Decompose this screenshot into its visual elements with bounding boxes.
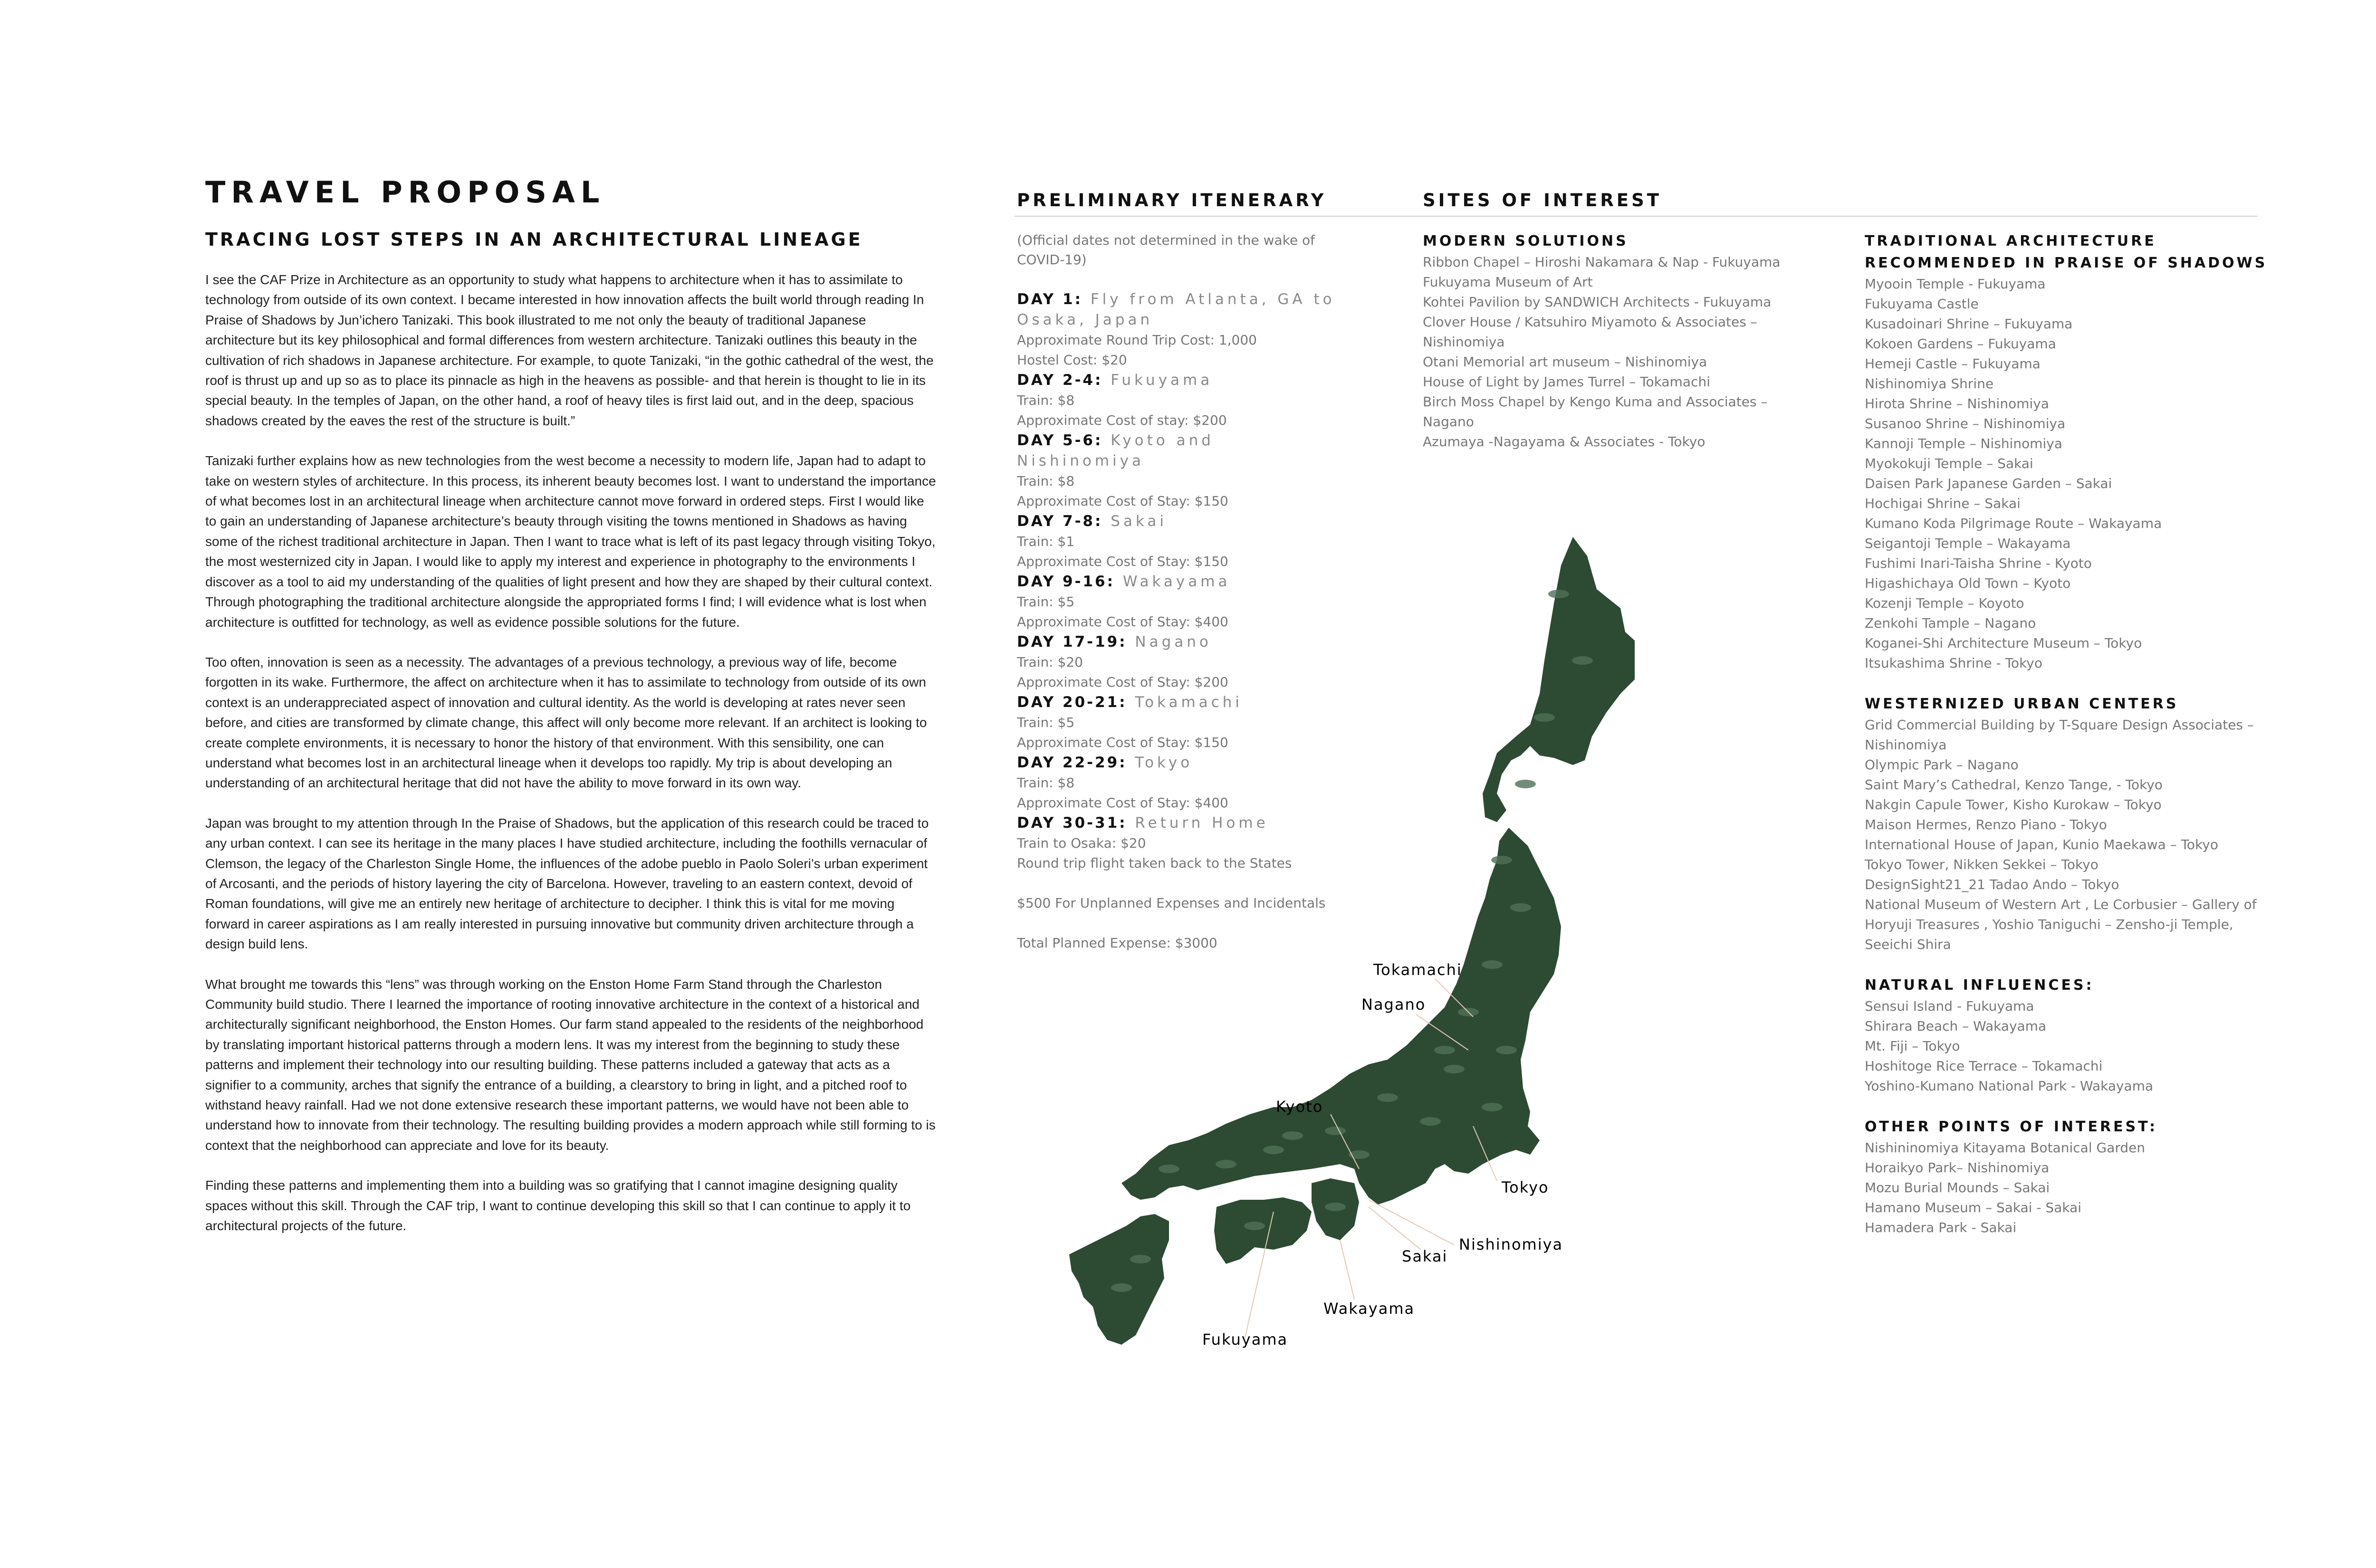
day-destination: Nagano (1127, 633, 1212, 650)
label-kyoto: Kyoto (1276, 1098, 1323, 1116)
site-item: Higashichaya Old Town – Kyoto (1865, 575, 2071, 591)
sites-heading: SITES OF INTEREST (1423, 190, 1662, 210)
day-cost-line: Round trip flight taken back to the States (1017, 855, 1292, 871)
site-item: Azumaya -Nagayama & Associates - Tokyo (1423, 434, 1705, 449)
day-destination: Kyoto and Nishinomiya (1017, 432, 1214, 469)
terrain-patch (1510, 903, 1531, 912)
terrain-patch (1244, 1222, 1265, 1230)
day-cost-line: Train: $8 (1017, 775, 1075, 791)
day-cost-line: Approximate Cost of Stay: $200 (1017, 674, 1228, 690)
traditional-heading-line2: RECOMMENDED IN PRAISE OF SHADOWS (1865, 255, 2268, 271)
site-item: International House of Japan, Kunio Maekawa – Tokyo (1865, 837, 2218, 852)
day-cost-line: Train: $8 (1017, 392, 1075, 408)
modern-solutions-heading: MODERN SOLUTIONS (1423, 233, 1629, 249)
site-item: Kozenji Temple – Koyoto (1865, 595, 2024, 611)
site-item: Tokyo Tower, Nikken Sekkei – Tokyo (1865, 857, 2098, 872)
traditional-heading-line1: TRADITIONAL ARCHITECTURE (1865, 233, 2156, 249)
terrain-patch (1482, 1103, 1503, 1111)
essay-paragraph-5: What brought me towards this “lens” was through working on the Enston Home Farm Stand through the Charleston Community build studio. There I learned the importance of rooting innovative architecture in the context of a historical and architecturally significant neighborhood, the Enston Homes. Our farm stand appealed to the residents of the neighborhood by translating important historical patterns through a modern lens. It was my interest from the beginning to study these patterns and implement their technology into our resulting building. These patterns included a gateway that acts as a signifier to a community, arches that signify the entrance of a building, a clearstory to bring in light, and a pitched roof to withstand heavy rainfall. Had we not done extensive research these important patterns, we would have not been able to understand how to innovate from their technology. The resulting building provides a modern approach while still forming to is context that the neighborhood can appreciate and love for its beauty. (205, 976, 936, 1153)
day-cost-line: Approximate Cost of Stay: $150 (1017, 493, 1228, 509)
terrain-patch (1130, 1255, 1151, 1263)
day-destination: Wakayama (1114, 573, 1231, 590)
site-item: Myokokuji Temple – Sakai (1865, 456, 2033, 471)
label-wakayama: Wakayama (1323, 1300, 1415, 1318)
terrain-patch (1482, 960, 1503, 969)
day-cost-line: Train to Osaka: $20 (1017, 835, 1146, 851)
site-item: Maison Hermes, Renzo Piano - Tokyo (1865, 817, 2107, 832)
day-destination: Sakai (1102, 513, 1167, 530)
itinerary-heading: PRELIMINARY ITENERARY (1017, 190, 1327, 210)
essay (205, 270, 937, 1256)
day-label: DAY 20-21: (1017, 694, 1127, 711)
day-cost-line: Train: $20 (1017, 654, 1083, 670)
site-item: House of Light by James Turrel – Tokamachi (1423, 374, 1710, 390)
site-item: Hemeji Castle – Fukuyama (1865, 356, 2041, 372)
label-nagano: Nagano (1361, 995, 1426, 1013)
leader-line (1340, 1240, 1354, 1300)
site-item: Fukuyama Museum of Art (1423, 274, 1593, 290)
terrain-patch (1325, 1127, 1346, 1135)
day-cost-line: Train: $5 (1017, 715, 1075, 730)
site-item: Myooin Temple - Fukuyama (1865, 276, 2046, 292)
site-item: Horaikyo Park– Nishinomiya (1865, 1160, 2050, 1176)
itinerary-day-heading (1017, 370, 1340, 391)
site-item: Kusadoinari Shrine – Fukuyama (1865, 316, 2073, 332)
site-item: Saint Mary’s Cathedral, Kenzo Tange, - Tokyo (1865, 777, 2163, 793)
site-item: Fushimi Inari-Taisha Shrine - Kyoto (1865, 555, 2092, 571)
site-item: Kohtei Pavilion by SANDWICH Architects - Fukuyama (1423, 294, 1772, 310)
day-label: DAY 1: (1017, 291, 1083, 308)
site-item: Kumano Koda Pilgrimage Route – Wakayama (1865, 516, 2162, 531)
site-item: Hoshitoge Rice Terrace – Tokamachi (1865, 1058, 2103, 1074)
day-label: DAY 5-6: (1017, 432, 1103, 449)
site-item: Grid Commercial Building by T-Square Design Associates – Nishinomiya (1865, 717, 2254, 753)
itinerary-day (1017, 430, 1340, 511)
essay-paragraph-1: I see the CAF Prize in Architecture as an opportunity to study what happens to architecture when it has to assimilate to technology from outside of its own context. I became interested in how innovation affects the built world through reading In Praise of Shadows by Jun’ichero Tanizaki. This book illustrated to me not only the beauty of traditional Japanese architecture but its key philosophical and formal differences from western architecture. Tanizaki outlines this beauty in the cultivation of rich shadows in Japanese architecture. For example, to quote Tanizaki, “in the gothic cathedral of the west, the roof is thrust up and up so as to place its pinnacle as high in the heavens as possible- and that herein is thought to lie in its special beauty. In the temples of Japan, on the other hand, a roof of heavy tiles is first laid out, and in the deep, spacious shadows created by the eaves the rest of the structure is built.” (205, 272, 934, 428)
day-label: DAY 7-8: (1017, 513, 1103, 530)
label-fukuyama: Fukuyama (1202, 1330, 1288, 1348)
terrain-patch (1515, 780, 1536, 788)
site-item: Birch Moss Chapel by Kengo Kuma and Associates – Nagano (1423, 394, 1768, 430)
header-divider (1015, 216, 2257, 217)
terrain-patch (1159, 1165, 1179, 1173)
day-cost-line: Train: $8 (1017, 473, 1075, 489)
label-tokyo: Tokyo (1502, 1178, 1549, 1196)
terrain-patch (1548, 590, 1569, 598)
day-cost-line: Train: $5 (1017, 594, 1075, 610)
site-item: Nishinomiya Shrine (1865, 376, 1994, 392)
site-item: Kokoen Gardens – Fukuyama (1865, 336, 2056, 352)
day-cost-line: Approximate Cost of Stay: $150 (1017, 735, 1228, 750)
terrain-patch (1263, 1146, 1284, 1154)
site-item: Mt. Fiji – Tokyo (1865, 1038, 1960, 1054)
terrain-patch (1491, 856, 1512, 864)
other-list (1865, 1138, 2283, 1238)
label-sakai: Sakai (1402, 1247, 1448, 1265)
day-cost-line: Approximate Cost of Stay: $400 (1017, 795, 1228, 811)
itinerary-day-heading (1017, 511, 1340, 532)
itinerary-note: (Official dates not determined in the wake of COVID-19) (1017, 232, 1315, 268)
japan-map (1026, 537, 1635, 1392)
site-item: Koganei-Shi Architecture Museum – Tokyo (1865, 635, 2142, 651)
label-tokamachi: Tokamachi (1373, 961, 1462, 979)
other-heading: OTHER POINTS OF INTEREST: (1865, 1119, 2158, 1135)
day-destination: Fly from Atlanta, GA to Osaka, Japan (1017, 291, 1335, 328)
day-label: DAY 22-29: (1017, 754, 1127, 771)
natural-heading: NATURAL INFLUENCES: (1865, 977, 2094, 994)
terrain-patch (1572, 656, 1593, 665)
site-item: Daisen Park Japanese Garden – Sakai (1865, 476, 2112, 491)
site-item: Nishininomiya Kitayama Botanical Garden (1865, 1140, 2146, 1156)
day-label: DAY 17-19: (1017, 633, 1127, 650)
site-item: Zenkohi Tample – Nagano (1865, 615, 2036, 631)
site-item: Susanoo Shrine – Nishinomiya (1865, 416, 2066, 431)
itinerary-day-heading (1017, 430, 1340, 471)
site-item: Fukuyama Castle (1865, 296, 1979, 312)
sites-column-2 (1865, 230, 2283, 1238)
day-destination: Tokyo (1127, 754, 1193, 771)
site-item: Hochigai Shrine – Sakai (1865, 496, 2021, 511)
total-expense: Total Planned Expense: $3000 (1017, 935, 1217, 951)
site-item: Hamano Museum – Sakai - Sakai (1865, 1200, 2082, 1215)
site-item: Shirara Beach – Wakayama (1865, 1018, 2047, 1034)
modern-solutions-list (1423, 252, 1812, 452)
westernized-heading: WESTERNIZED URBAN CENTERS (1865, 696, 2179, 712)
essay-paragraph-2: Tanizaki further explains how as new technologies from the west become a necessity to modern life, Japan had to adapt to take on western styles of architecture. In this process, its inherent beauty becomes lost. I want to understand the importance of what becomes lost in an architectural lineage when architecture cannot move forward in ordered steps. First I would like to gain an understanding of Japanese architecture’s beauty through visiting the towns mentioned in Shadows as having some of the richest traditional architecture in Japan. Then I want to trace what is left of its past legacy through visiting Tokyo, the most westernized city in Japan. I would like to apply my interest and experience in photography to the environments I discover as a tool to aid my understanding of the qualities of light present and how they are shaped by their cultural context. Through photographing the traditional architecture alongside the appropriated forms I find; I will evidence what is lost when architecture is outfitted for technology, as well as evidence possible solutions for the future. (205, 453, 936, 630)
site-item: National Museum of Western Art , Le Corbusier – Gallery of Horyuji Treasures , Yoshio Taniguchi – Zensho-ji Temple, Seeichi Shira (1865, 897, 2257, 952)
day-cost-line: Approximate Cost of stay: $200 (1017, 412, 1227, 428)
site-item: Itsukashima Shrine - Tokyo (1865, 655, 2042, 671)
site-item: Otani Memorial art museum – Nishinomiya (1423, 354, 1707, 370)
page-title: TRAVEL PROPOSAL (205, 175, 605, 210)
hokkaido-island (1483, 537, 1635, 822)
site-item: Clover House / Katsuhiro Miyamoto & Associates – Nishinomiya (1423, 314, 1757, 350)
site-item: Ribbon Chapel – Hiroshi Nakamara & Nap - Fukuyama (1423, 254, 1781, 270)
day-destination: Return Home (1127, 814, 1269, 832)
day-cost-line: Train: $1 (1017, 534, 1075, 549)
honshu-island (1121, 828, 1561, 1205)
site-item: Olympic Park – Nagano (1865, 757, 2019, 773)
unplanned-expenses: $500 For Unplanned Expenses and Incidentals (1017, 895, 1326, 911)
traditional-list (1865, 274, 2283, 673)
site-item: Kannoji Temple – Nishinomiya (1865, 436, 2063, 451)
natural-list (1865, 996, 2283, 1096)
terrain-patch (1534, 713, 1555, 722)
shikoku-island (1214, 1197, 1312, 1264)
terrain-patch (1444, 1065, 1465, 1073)
westernized-list (1865, 715, 2283, 955)
essay-paragraph-6: Finding these patterns and implementing them into a building was so gratifying that I cannot imagine designing quality spaces without this skill. Through the CAF trip, I want to continue developing this skill so that I can continue to apply it to architectural projects of the future. (205, 1178, 911, 1233)
essay-paragraph-4: Japan was brought to my attention through In the Praise of Shadows, but the application of this research could be traced to any urban context. I can see its heritage in the many places I have studied architecture, including the foothills vernacular of Clemson, the legacy of the Charleston Single Home, the influences of the adobe pueblo in Paolo Soleri’s urban experiment of Arcosanti, and the periods of history layering the city of Barcelona. However, traveling to an eastern context, devoid of Roman foundations, will give me an entirely new heritage of architecture to decipher. I think this is vital for me moving forward in career aspirations as I am really interested in pursuing innovative but community driven architecture through a design build lens. (205, 815, 929, 952)
day-cost-line: Approximate Round Trip Cost: 1,000 (1017, 332, 1257, 348)
terrain-patch (1282, 1131, 1303, 1140)
site-item: Hirota Shrine – Nishinomiya (1865, 396, 2049, 411)
site-item: Nakgin Capule Tower, Kisho Kurokaw – Tokyo (1865, 797, 2162, 813)
terrain-patch (1111, 1283, 1132, 1292)
site-item: DesignSight21_21 Tadao Ando – Tokyo (1865, 877, 2119, 892)
site-item: Hamadera Park - Sakai (1865, 1220, 2017, 1235)
site-item: Mozu Burial Mounds – Sakai (1865, 1180, 2050, 1195)
day-label: DAY 2-4: (1017, 372, 1103, 389)
terrain-patch (1377, 1093, 1398, 1102)
sites-column-1 (1423, 230, 1812, 452)
day-destination: Fukuyama (1102, 372, 1213, 389)
site-item: Sensui Island - Fukuyama (1865, 998, 2034, 1014)
terrain-patch (1420, 1117, 1441, 1126)
japan-landmass (1069, 537, 1635, 1345)
day-cost-line: Approximate Cost of Stay: $150 (1017, 554, 1228, 569)
day-label: DAY 9-16: (1017, 573, 1115, 590)
itinerary-day (1017, 289, 1340, 370)
terrain-patch (1216, 1160, 1236, 1168)
day-cost-line: Hostel Cost: $20 (1017, 352, 1127, 368)
label-nishinomiya: Nishinomiya (1459, 1235, 1563, 1253)
site-item: Seigantoji Temple – Wakayama (1865, 535, 2071, 551)
essay-paragraph-3: Too often, innovation is seen as a necessity. The advantages of a previous technology, a previous way of life, become forgotten in its wake. Furthermore, the affect on architecture when it has to assimilate to technology from outside of its own context is an underappreciated aspect of innovation and cultural identity. As the world is developing at rates never seen before, and cities are transformed by climate change, this affect will only become more relevant. If an architect is looking to create complete environments, it is necessary to honor the history of that environment. With this sensibility, one can understand what becomes lost in an architectural lineage when it develops too rapidly. My trip is about developing an understanding of an architectural heritage that did not have the ability to move forward in its own way. (205, 654, 927, 791)
terrain-patch (1434, 1046, 1455, 1054)
terrain-patch (1325, 1203, 1346, 1211)
page-subtitle: TRACING LOST STEPS IN AN ARCHITECTURAL LINEAGE (205, 229, 863, 250)
day-destination: Tokamachi (1127, 694, 1243, 711)
kyushu-island (1069, 1214, 1169, 1345)
site-item: Yoshino-Kumano National Park - Wakayama (1865, 1078, 2154, 1094)
day-label: DAY 30-31: (1017, 814, 1127, 832)
day-cost-line: Approximate Cost of Stay: $400 (1017, 614, 1228, 630)
terrain-patch (1496, 1046, 1517, 1054)
leader-line (1369, 1200, 1454, 1245)
itinerary-day (1017, 370, 1340, 430)
itinerary-day-heading (1017, 289, 1340, 330)
